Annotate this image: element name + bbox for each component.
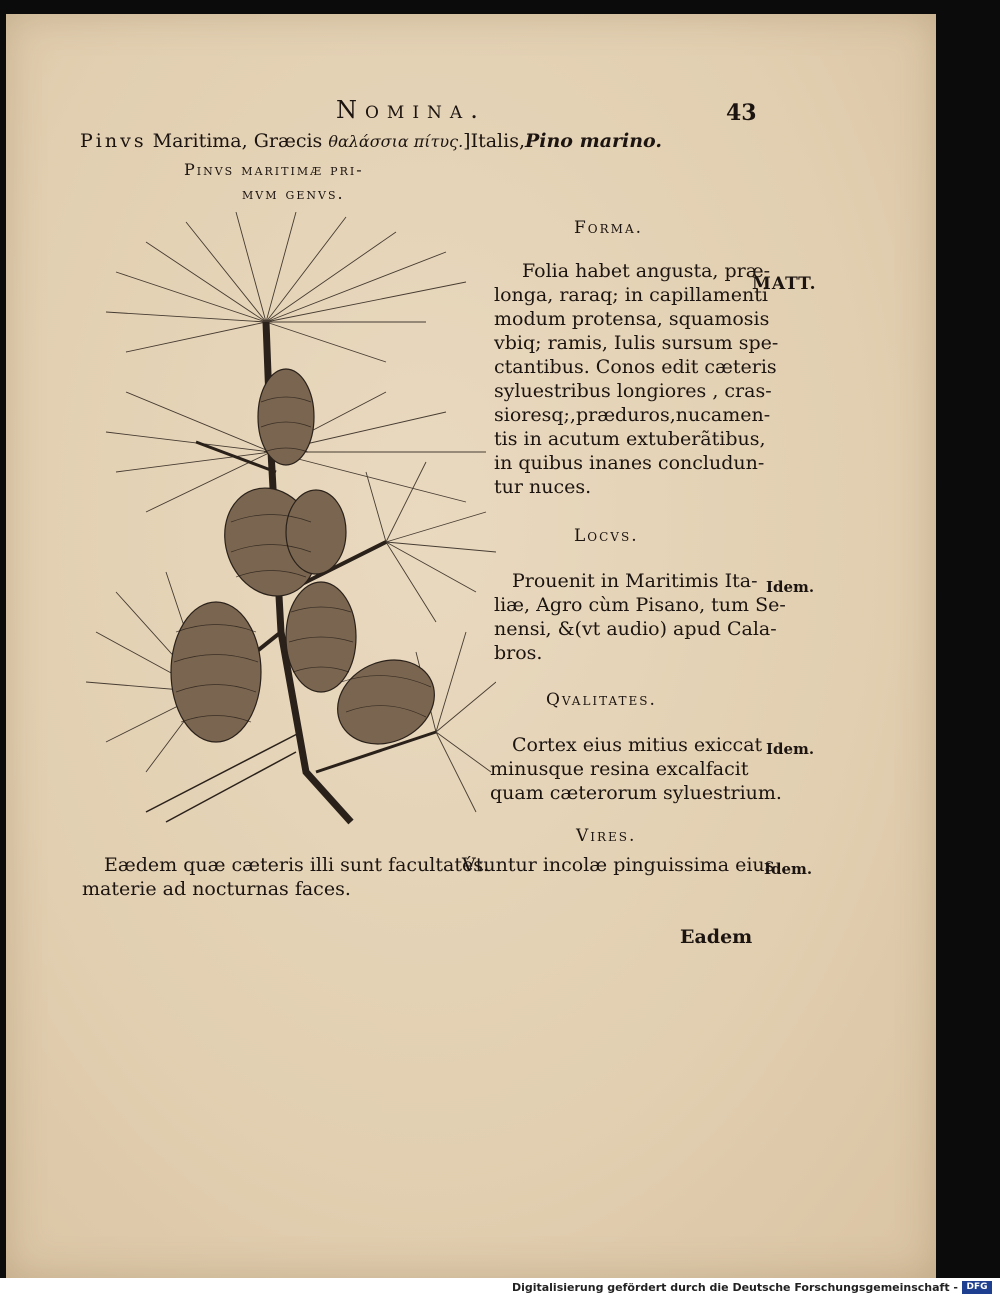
names-italis: ]Italis, xyxy=(463,130,525,152)
text-line: nensi, &(vt audio) apud Cala- xyxy=(494,618,777,640)
text-line: liæ, Agro cùm Pisano, tum Se- xyxy=(494,594,786,616)
text-line: vbiq; ramis, Iulis sursum spe- xyxy=(494,332,779,354)
section-heading-vires: Vires. xyxy=(576,826,637,846)
margin-note-matt: MATT. xyxy=(752,274,817,294)
text-line: tis in acutum extuberãtibus, xyxy=(494,428,766,450)
names-line xyxy=(80,130,662,152)
footer-credit: Digitalisierung gefördert durch die Deutsche Forschungsgemeinschaft - xyxy=(511,1281,958,1294)
names-italian: Pino marino. xyxy=(524,130,663,152)
page-number: 43 xyxy=(726,100,757,126)
text-line: Prouenit in Maritimis Ita- xyxy=(512,570,758,592)
text-line: ctantibus. Conos edit cæteris xyxy=(494,356,777,378)
footer-bar xyxy=(0,1278,1000,1297)
dfg-logo-icon: DFG xyxy=(962,1281,992,1294)
section-heading-qualitates: Qvalitates. xyxy=(546,690,657,710)
section-heading-forma: Forma. xyxy=(574,218,644,238)
figure-caption: mvm genvs. xyxy=(242,184,345,203)
text-line: sioresq;,præduros,nucamen- xyxy=(494,404,771,426)
text-line: Folia habet angusta, præ- xyxy=(522,260,771,282)
margin-note-idem: Idem. xyxy=(764,860,813,878)
text-line: minusque resina excalfacit xyxy=(490,758,749,780)
running-title: Nomina. xyxy=(336,96,486,124)
text-line: syluestribus longiores , cras- xyxy=(494,380,772,402)
catchword: Eadem xyxy=(680,926,753,948)
text-line: Vtuntur incolæ pinguissima eius xyxy=(462,854,775,876)
pine-woodcut-illustration xyxy=(86,212,496,832)
text-line: materie ad nocturnas faces. xyxy=(82,878,351,900)
text-line: modum protensa, squamosis xyxy=(494,308,770,330)
text-line: in quibus inanes concludun- xyxy=(494,452,765,474)
text-line: quam cæterorum syluestrium. xyxy=(490,782,782,804)
names-greek: θαλάσσια πίτυς. xyxy=(328,132,464,151)
text-line: bros. xyxy=(494,642,543,664)
figure-caption: Pinvs maritimæ pri- xyxy=(184,160,364,179)
names-maritima: Maritima, Græcis xyxy=(146,130,329,152)
text-line: tur nuces. xyxy=(494,476,592,498)
text-line: longa, raraq; in capillamenti xyxy=(494,284,768,306)
section-heading-locus: Locvs. xyxy=(574,526,639,546)
margin-note-idem: Idem. xyxy=(766,740,815,758)
margin-note-idem: Idem. xyxy=(766,578,815,596)
text-line: Eædem quæ cæteris illi sunt facultatés. xyxy=(104,854,490,876)
names-pinus: Pinvs xyxy=(80,130,147,152)
book-page xyxy=(6,14,936,1278)
text-line: Cortex eius mitius exiccat xyxy=(512,734,763,756)
